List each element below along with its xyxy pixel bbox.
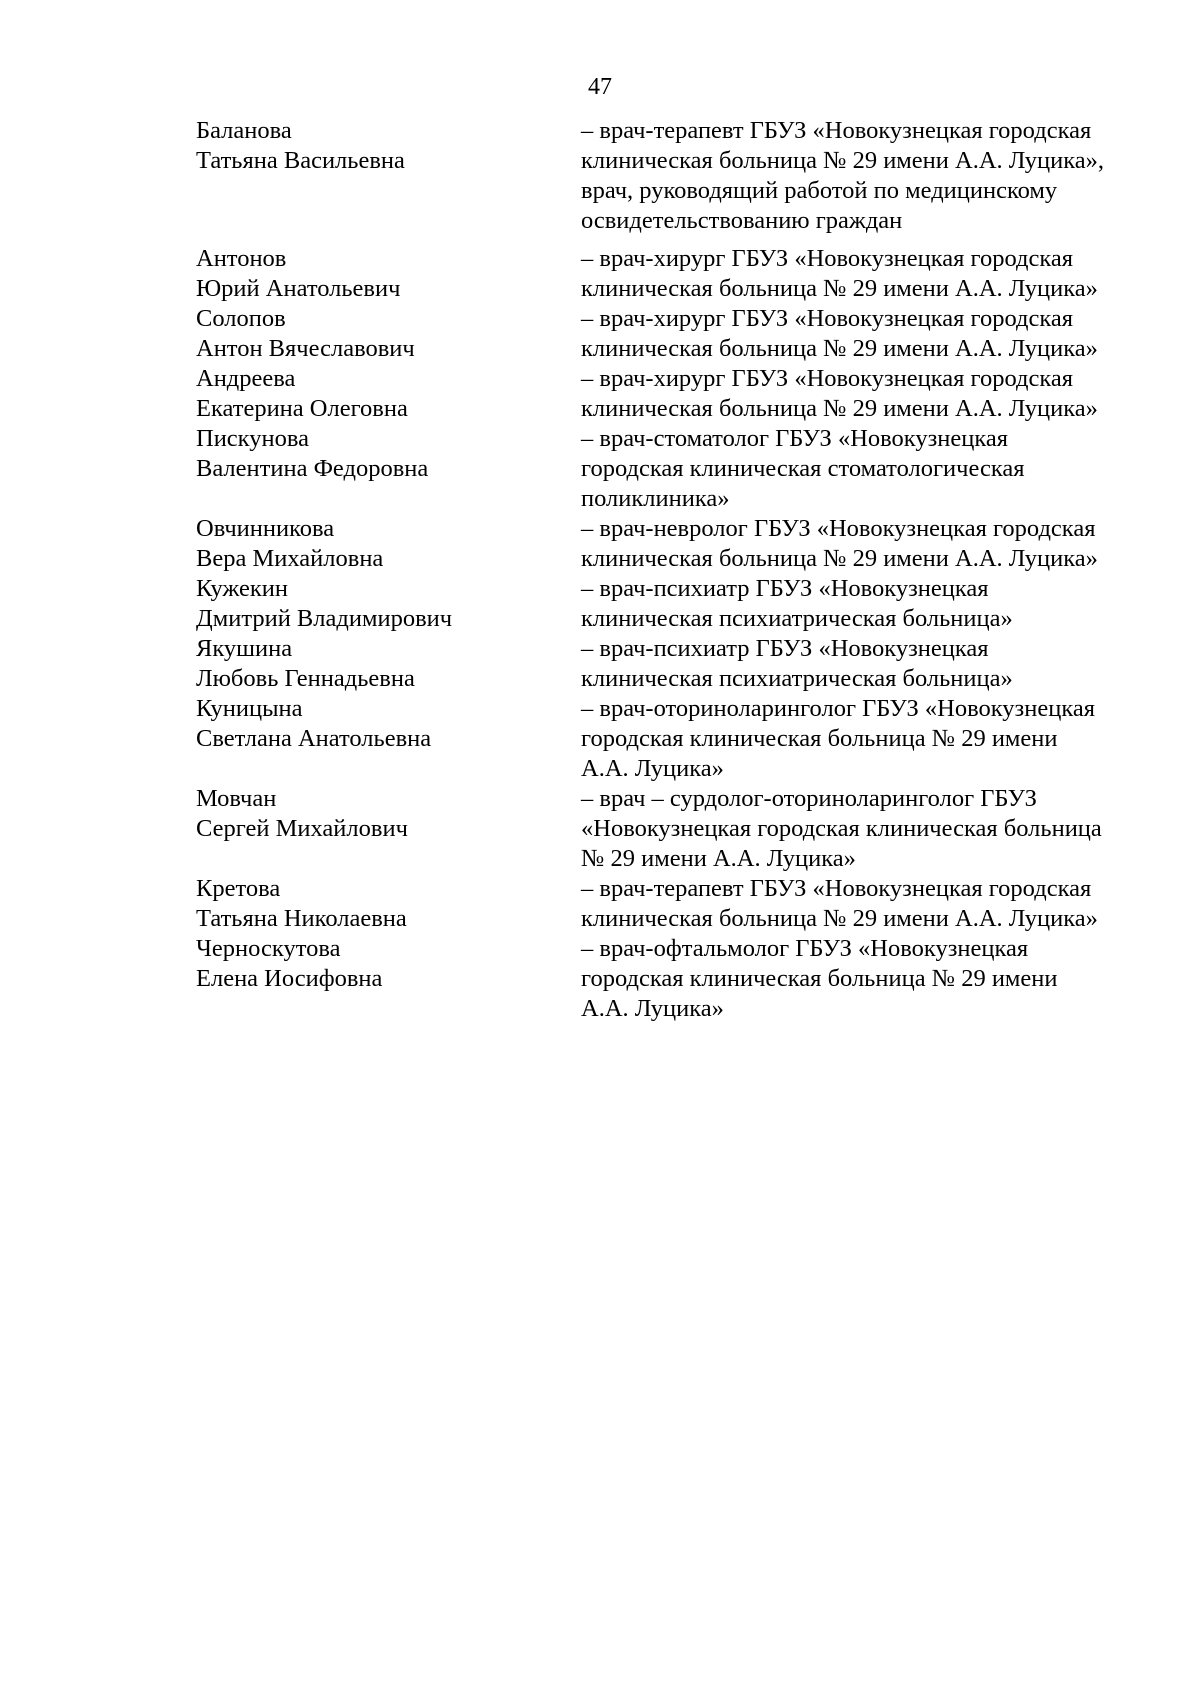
member-given-names: Сергей Михайлович [196,815,408,842]
member-role: – врач-офтальмолог ГБУЗ «Новокузнецкая городская клиническая больница № 29 имени А.А. Луцика» [581,935,1058,1022]
member-name [0,304,581,364]
member-surname: Куницына [196,695,303,722]
member-entry [0,574,1200,634]
member-name [0,514,581,574]
member-role: – врач-психиатр ГБУЗ «Новокузнецкая клиническая психиатрическая больница» [581,575,1013,632]
member-role: – врач-хирург ГБУЗ «Новокузнецкая городская клиническая больница № 29 имени А.А. Луцика» [581,365,1098,422]
member-role: – врач – сурдолог-оториноларинголог ГБУЗ «Новокузнецкая городская клиническая больница № 29 имени А.А. Луцика» [581,785,1102,872]
member-entry [0,934,1200,1024]
member-surname: Баланова [196,117,292,144]
member-given-names: Юрий Анатольевич [196,275,401,302]
member-name [0,116,581,236]
member-given-names: Екатерина Олеговна [196,395,408,422]
member-role: – врач-психиатр ГБУЗ «Новокузнецкая клиническая психиатрическая больница» [581,635,1013,692]
member-given-names: Вера Михайловна [196,545,384,572]
member-surname: Овчинникова [196,515,335,542]
member-given-names: Татьяна Николаевна [196,905,407,932]
member-given-names: Дмитрий Владимирович [196,605,453,632]
member-role: – врач-невролог ГБУЗ «Новокузнецкая городская клиническая больница № 29 имени А.А. Луцика» [581,515,1098,572]
member-name [0,574,581,634]
member-name [0,934,581,1024]
member-given-names: Любовь Геннадьевна [196,665,415,692]
member-role: – врач-терапевт ГБУЗ «Новокузнецкая городская клиническая больница № 29 имени А.А. Луцика», врач, руководящий работой по медицинскому освидетельствованию граждан [581,117,1105,234]
member-name [0,694,581,784]
member-surname: Солопов [196,305,286,332]
member-entry [0,116,1200,236]
member-surname: Кретова [196,875,281,902]
member-name [0,364,581,424]
member-entry [0,694,1200,784]
member-given-names: Антон Вячеславович [196,335,415,362]
member-role: – врач-хирург ГБУЗ «Новокузнецкая городская клиническая больница № 29 имени А.А. Луцика» [581,305,1098,362]
member-name [0,874,581,934]
member-name [0,784,581,874]
member-given-names: Валентина Федоровна [196,455,429,482]
member-surname: Андреева [196,365,296,392]
member-surname: Кужекин [196,575,289,602]
member-name [0,244,581,304]
member-entry [0,514,1200,574]
member-entry [0,874,1200,934]
member-role: – врач-терапевт ГБУЗ «Новокузнецкая городская клиническая больница № 29 имени А.А. Луцика» [581,875,1098,932]
member-entry [0,784,1200,874]
member-surname: Черноскутова [196,935,341,962]
member-role: – врач-хирург ГБУЗ «Новокузнецкая городская клиническая больница № 29 имени А.А. Луцика» [581,245,1098,302]
member-name [0,634,581,694]
member-role: – врач-стоматолог ГБУЗ «Новокузнецкая городская клиническая стоматологическая поликлиника» [581,425,1025,512]
member-entry [0,244,1200,304]
member-entry [0,634,1200,694]
member-entry [0,424,1200,514]
member-role: – врач-оториноларинголог ГБУЗ «Новокузнецкая городская клиническая больница № 29 имени А.А. Луцика» [581,695,1096,782]
member-surname: Пискунова [196,425,309,452]
member-surname: Мовчан [196,785,277,812]
member-surname: Якушина [196,635,293,662]
member-given-names: Елена Иосифовна [196,965,383,992]
member-given-names: Татьяна Васильевна [196,147,405,174]
commission-member-list [0,116,1200,1024]
member-given-names: Светлана Анатольевна [196,725,432,752]
member-surname: Антонов [196,245,287,272]
member-name [0,424,581,514]
member-entry [0,364,1200,424]
member-entry [0,304,1200,364]
page-number: 47 [588,74,612,100]
